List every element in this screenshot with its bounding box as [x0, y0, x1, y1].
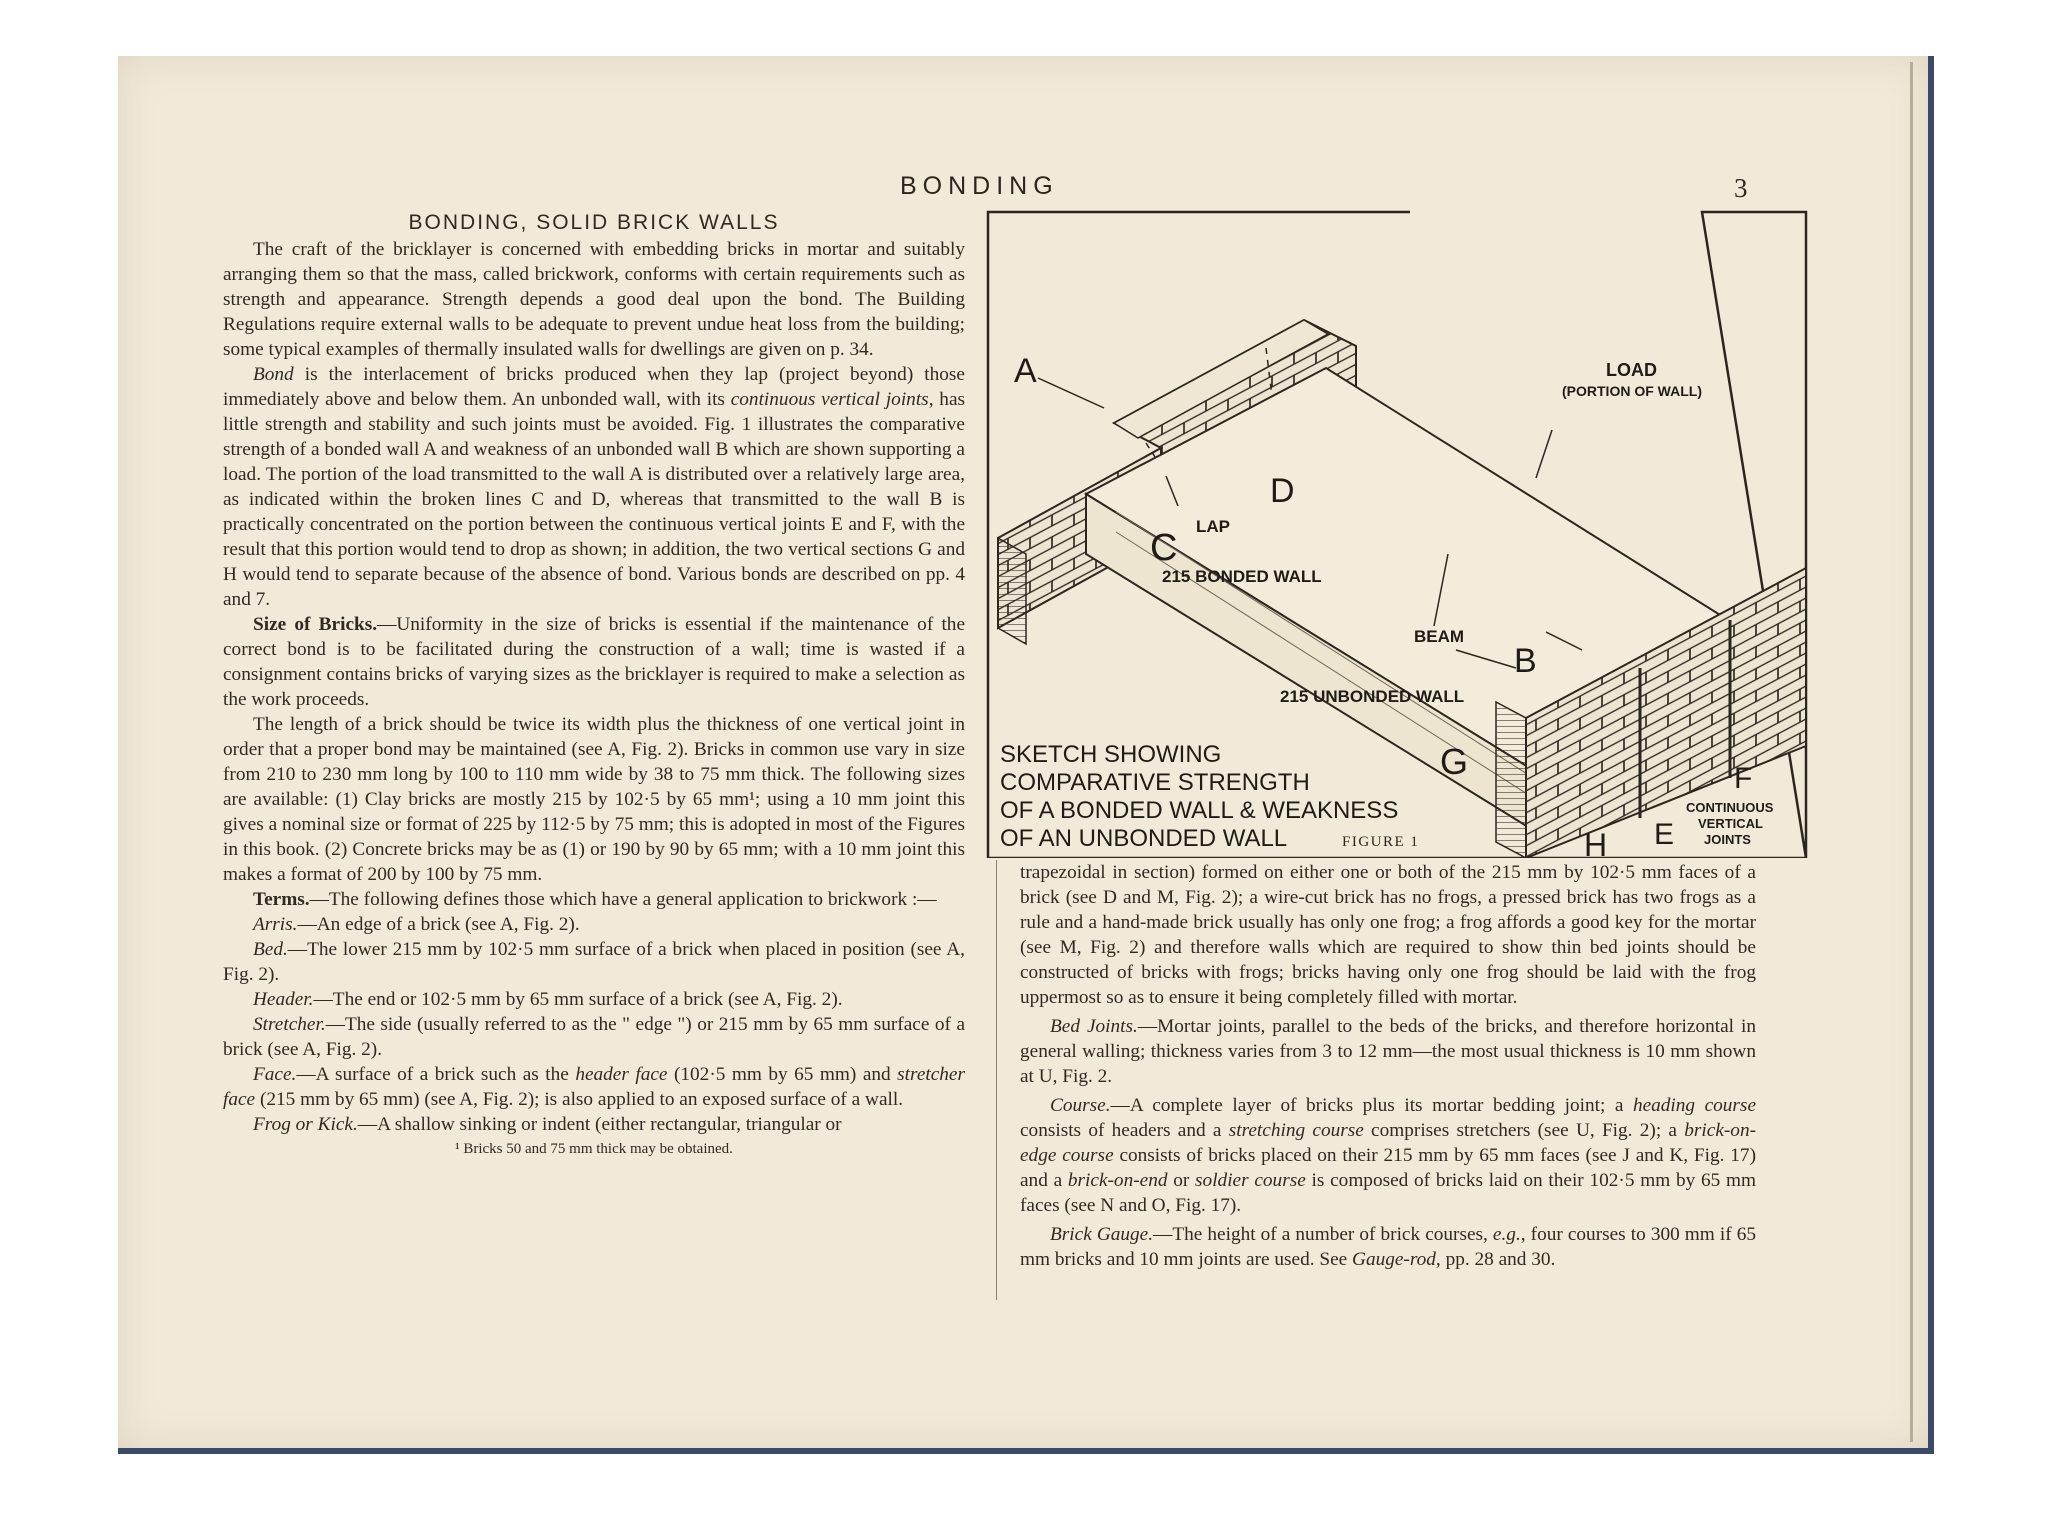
page-number: 3 — [1734, 173, 1748, 203]
label-unbonded-wall: 215 UNBONDED WALL — [1280, 687, 1465, 706]
page-spine — [1910, 62, 1913, 1442]
text-span: consists of headers and a — [1020, 1120, 1229, 1141]
text-span: —A complete layer of bricks plus its mortar bedding joint; a — [1110, 1095, 1633, 1116]
text-span: (102·5 mm by 65 mm) and — [667, 1064, 898, 1085]
text-span: —A surface of a brick such as the — [296, 1064, 576, 1085]
text-span: , pp. 28 and 30. — [1435, 1249, 1556, 1270]
term-inline: soldier course — [1195, 1170, 1306, 1191]
paragraph-length: The length of a brick should be twice its width plus the thickness of one vertical joint in order that a proper bond may be maintained (see A, Fig. 2). Bricks in common use vary in size from 210 to 230 mm long by 100 to 110 mm wide by 38 to 75 mm thick. The following sizes are available: (1) Clay bricks are mostly 215 by 102·5 by 65 mm¹; using a 10 mm joint this gives a nominal size or format of 225 by 112·5 by 75 mm; this is adopted in most of the Figures in this book. (2) Concrete bricks may be as (1) or 190 by 90 by 65 mm; with a 10 mm joint this makes a format of 200 by 100 by 75 mm. — [223, 714, 965, 885]
label-e: E — [1654, 818, 1675, 851]
text-span: , four courses to 300 mm if 65 mm bricks and 10 mm joints are used. See — [1020, 1224, 1756, 1270]
leader-a — [1038, 378, 1104, 408]
term-inline: stretcher face — [223, 1064, 965, 1110]
text-span: comprises stretchers (see U, Fig. 2); a — [1363, 1120, 1685, 1141]
label-f: F — [1734, 762, 1753, 795]
label-d: D — [1270, 472, 1295, 510]
term-header — [223, 987, 965, 1012]
paragraph-size — [223, 612, 965, 712]
left-column — [223, 210, 965, 1162]
label-beam: BEAM — [1414, 627, 1465, 646]
term-label: Bed. — [253, 939, 288, 960]
term-inline: stretching course — [1228, 1120, 1364, 1141]
right-column — [1020, 860, 1756, 1276]
term-label: Header. — [253, 989, 314, 1010]
term-label: Stretcher. — [253, 1014, 326, 1035]
section-title: BONDING, SOLID BRICK WALLS — [408, 211, 780, 234]
label-g: G — [1440, 741, 1469, 782]
lead-terms: Terms. — [253, 889, 310, 910]
leader-load — [1536, 430, 1552, 478]
label-a: A — [1014, 352, 1037, 390]
text-span: —The lower 215 mm by 102·5 mm surface of a brick when placed in position (see A, Fig. 2). — [223, 939, 965, 985]
label-lap: LAP — [1196, 517, 1230, 536]
term-inline: brick-on-edge course — [1020, 1120, 1757, 1166]
label-bonded-wall: 215 BONDED WALL — [1162, 567, 1322, 586]
label-h: H — [1584, 827, 1608, 858]
unbonded-wall-end — [1496, 702, 1526, 858]
label-b: B — [1514, 642, 1537, 680]
term-inline: brick-on-end — [1067, 1170, 1168, 1191]
text-span: is composed of bricks laid on their 102·5 mm by 65 mm faces (see N and O, Fig. 17). — [1020, 1170, 1756, 1216]
term-bond: Bond — [253, 364, 294, 385]
term-inline: Gauge-rod — [1352, 1249, 1436, 1270]
term-inline: header face — [575, 1064, 668, 1085]
term-label: Frog or Kick. — [253, 1114, 358, 1135]
label-c: C — [1150, 527, 1178, 569]
figure-number: FIGURE 1 — [1342, 834, 1420, 850]
text-span: is the interlacement of bricks produced when they lap (project beyond) those immediately above and below them. An unbonded wall, with its — [223, 364, 965, 410]
label-joints-2: VERTICAL — [1698, 816, 1763, 831]
paragraph-intro: The craft of the bricklayer is concerned with embedding bricks in mortar and suitably arranging them so that the mass, called brickwork, conforms with certain requirements such as strength and appearance. Strength depends a good deal upon the bond. The Building Regulations require external walls to be adequate to prevent undue heat loss from the building; some typical examples of thermally insulated walls for dwellings are given on p. 34. — [223, 239, 965, 360]
paragraph-frog-cont: trapezoidal in section) formed on either one or both of the 215 mm by 102·5 mm faces of a brick (see D and M, Fig. 2); a wire-cut brick has no frogs, a pressed brick has two frogs as a rule and a hand-made brick usually has only one frog; a frog affords a good key for the mortar (see M, Fig. 2) and therefore walls which are required to show thin bed joints should be constructed of bricks with frogs; bricks having only one frog should be laid with the frog uppermost so as to ensure it being completely filled with mortar. — [1020, 862, 1756, 1008]
term-label: Face. — [253, 1064, 297, 1085]
term-course — [1020, 1093, 1756, 1218]
term-arris — [223, 912, 965, 937]
label-load-2: (PORTION OF WALL) — [1562, 383, 1702, 399]
term-inline: heading course — [1632, 1095, 1756, 1116]
term-continuous-joints: continuous vertical joints — [730, 389, 929, 410]
term-stretcher — [223, 1012, 965, 1062]
text-span: , has little strength and stability and such joints must be avoided. Fig. 1 illustrates the comparative strength of a bonded wall A and weakness of an unbonded wall B which are shown supporting a load. The portion of the load transmitted to the wall A is distributed over a relatively large area, as indicated within the broken lines C and D, whereas that transmitted to the wall B is practically concentrated on the portion between the continuous vertical joints E and F, with the result that this portion would tend to drop as shown; in addition, the two vertical sections G and H would tend to separate because of the absence of bond. Various bonds are described on pp. 4 and 7. — [223, 389, 966, 610]
text-span: —A shallow sinking or indent (either rectangular, triangular or — [357, 1114, 842, 1135]
term-label: Bed Joints. — [1050, 1016, 1138, 1037]
text-span: —The height of a number of brick courses, — [1153, 1224, 1493, 1245]
figure-1-bonded-unbonded-walls — [986, 198, 1814, 858]
text-span: —An edge of a brick (see A, Fig. 2). — [297, 914, 580, 935]
term-bed-joints — [1020, 1014, 1756, 1089]
text-span: —Uniformity in the size of bricks is essential if the maintenance of the correct bond is to be facilitated during the construction of a wall; time is wasted if a consignment contains bricks of varying sizes as the bricklayer is required to make a selection as the work proceeds. — [223, 614, 966, 710]
text-span: or — [1167, 1170, 1196, 1191]
caption-line-3: OF A BONDED WALL & WEAKNESS — [1000, 797, 1399, 824]
lead-size-of-bricks: Size of Bricks. — [253, 614, 378, 635]
caption-line-4: OF AN UNBONDED WALL — [1000, 825, 1288, 852]
text-span: —Mortar joints, parallel to the beds of the bricks, and therefore horizontal in general walling; thickness varies from 3 to 12 mm—the most usual thickness is 10 mm shown at U, Fig. 2. — [1020, 1016, 1756, 1087]
text-span: —The side (usually referred to as the " edge ") or 215 mm by 65 mm surface of a brick (see A, Fig. 2). — [223, 1014, 965, 1060]
term-frog — [223, 1112, 965, 1137]
paragraph-bond — [223, 362, 965, 612]
term-label: Brick Gauge. — [1050, 1224, 1154, 1245]
label-joints-3: JOINTS — [1704, 832, 1751, 847]
text-span: —The following defines those which have a general application to brickwork :— — [309, 889, 937, 910]
column-rule — [996, 860, 997, 1300]
caption-line-1: SKETCH SHOWING — [1000, 741, 1222, 768]
text-span: consists of bricks placed on their 215 mm by 65 mm faces (see J and K, Fig. 17) and a — [1020, 1145, 1756, 1191]
term-face — [223, 1062, 965, 1112]
text-span: (215 mm by 65 mm) (see A, Fig. 2); is also applied to an exposed surface of a wall. — [255, 1089, 904, 1110]
caption-line-2: COMPARATIVE STRENGTH — [1000, 769, 1310, 796]
label-joints-1: CONTINUOUS — [1686, 800, 1774, 815]
label-load-1: LOAD — [1606, 360, 1657, 380]
footnote: ¹ Bricks 50 and 75 mm thick may be obtained. — [455, 1141, 733, 1157]
term-brick-gauge — [1020, 1222, 1756, 1272]
running-head: BONDING — [900, 172, 1059, 200]
bonded-wall-ends — [998, 538, 1026, 644]
term-label: Course. — [1050, 1095, 1111, 1116]
text-span: —The end or 102·5 mm by 65 mm surface of a brick (see A, Fig. 2). — [313, 989, 843, 1010]
paragraph-terms — [223, 887, 965, 912]
term-bed — [223, 937, 965, 987]
term-inline: e.g. — [1492, 1224, 1521, 1245]
term-label: Arris. — [253, 914, 298, 935]
